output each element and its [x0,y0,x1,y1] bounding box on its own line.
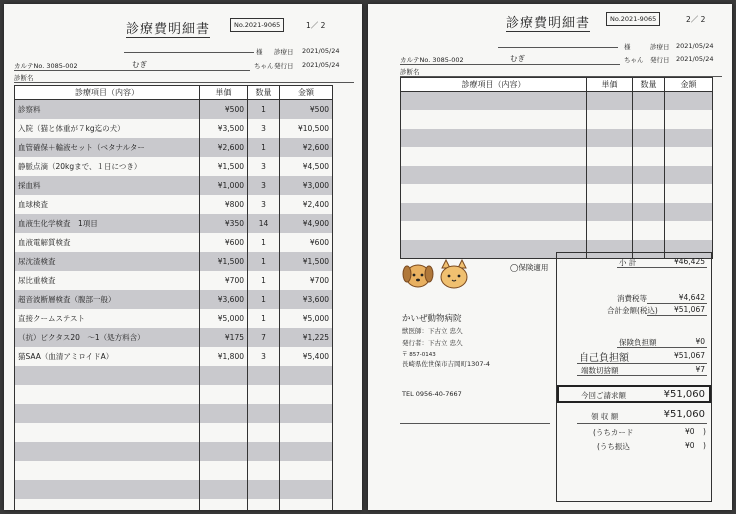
clinic-address: 長崎県佐世保市吉岡町1307-4 [402,360,491,368]
table-row [401,221,713,240]
cell-qty: 3 [248,157,280,176]
table-row [15,195,333,214]
cell-amount: ¥5,400 [280,347,333,366]
cell-name [15,404,200,423]
empty-cell [665,147,713,166]
empty-cell [633,147,665,166]
table-row [15,461,333,480]
cell-amount [280,499,333,511]
cell-amount: ¥2,600 [280,138,333,157]
chart-number: カルテNo. 3085-002 [400,56,464,64]
empty-cell [401,147,587,166]
cell-amount: ¥700 [280,271,333,290]
cell-amount: ¥500 [280,100,333,119]
table-row [15,176,333,195]
cell-amount: ¥10,500 [280,119,333,138]
cell-amount: ¥600 [280,233,333,252]
cell-qty [248,480,280,499]
cell-qty: 1 [248,233,280,252]
cell-amount [280,461,333,480]
cell-name: 尿沈渣検査 [15,252,200,271]
empty-cell [665,221,713,240]
table-row [15,100,333,119]
table-row [15,423,333,442]
card-close-paren: ) [703,427,706,436]
cell-price: ¥700 [200,271,248,290]
cell-price [200,442,248,461]
transfer-value: ¥0 [685,441,695,450]
pet-name: むぎ [510,54,525,63]
cell-qty: 1 [248,100,280,119]
cell-qty: 3 [248,119,280,138]
empty-cell [401,203,587,222]
empty-cell [401,110,587,129]
empty-cell [401,92,587,111]
empty-cell [665,166,713,185]
pet-name: むぎ [132,60,147,69]
cell-price: ¥800 [200,195,248,214]
cell-price: ¥600 [200,233,248,252]
table-row [401,110,713,129]
empty-cell [401,184,587,203]
insurance-note: ◯保険適用 [510,263,549,272]
cell-price [200,385,248,404]
cell-name: 採血料 [15,176,200,195]
empty-cell [665,203,713,222]
table-row [15,328,333,347]
subtotal-label: 小 計 [619,258,637,267]
cell-qty: 3 [248,176,280,195]
empty-cell [665,92,713,111]
table-row [15,233,333,252]
dog-and-cat-icon [402,258,474,292]
cell-price: ¥5,000 [200,309,248,328]
claim-value: ¥51,060 [663,389,705,400]
cell-price: ¥1,800 [200,347,248,366]
exam-date: 2021/05/24 [676,42,714,50]
table-row [401,203,713,222]
empty-cell [587,147,633,166]
cell-name: 尿比重検査 [15,271,200,290]
cell-price: ¥1,500 [200,157,248,176]
table-row [401,184,713,203]
cell-amount: ¥1,500 [280,252,333,271]
rounding-value: ¥7 [695,365,705,374]
cell-name: 静脈点滴（20kgまで、１日につき） [15,157,200,176]
tax-line [647,303,707,304]
page-number: 1／ 2 [306,21,326,30]
empty-cell [665,129,713,148]
table-row [15,404,333,423]
card-value: ¥0 [685,427,695,436]
cell-price [200,366,248,385]
insurance-line [617,347,707,348]
cell-name: 血管確保＋輸液セット（ベタナルター [15,138,200,157]
chart-number: カルテNo. 3085-002 [14,62,78,70]
rounding-label: 端数切捨額 [581,366,619,375]
empty-cell [633,92,665,111]
cell-amount: ¥4,900 [280,214,333,233]
diagnosis-label: 診断名 [400,68,420,76]
table-row [15,366,333,385]
table-row [15,442,333,461]
cell-name: 診察料 [15,100,200,119]
page-number: 2／ 2 [686,15,706,24]
col-header-price: 単価 [200,86,248,100]
col-header-amount: 金額 [665,78,713,92]
cell-qty: 1 [248,290,280,309]
cell-price: ¥3,500 [200,119,248,138]
items-table [14,85,333,510]
cell-qty [248,366,280,385]
invoice-number: No.2021-9065 [606,12,660,26]
diagnosis-label: 診断名 [14,74,34,82]
page-title: 診療費明細書 [506,12,590,32]
table-row [15,309,333,328]
cell-qty [248,385,280,404]
cell-name [15,385,200,404]
transfer-label: (うち振込 [597,442,630,451]
chan-label: ちゃん [254,62,274,70]
total-line [647,315,707,316]
cell-qty [248,461,280,480]
summary-box [556,252,712,502]
cell-name: 入院（猫と体重が７kg迄の犬） [15,119,200,138]
table-row [15,290,333,309]
total-label: 合計金額(税込) [607,306,658,315]
received-line [577,423,707,424]
cell-qty [248,423,280,442]
cell-price: ¥500 [200,100,248,119]
received-value: ¥51,060 [663,409,705,420]
tax-value: ¥4,642 [678,293,705,302]
total-value: ¥51,067 [673,305,705,314]
cell-name: 血液電解質検査 [15,233,200,252]
page-title: 診療費明細書 [126,18,210,38]
table-row [15,157,333,176]
invoice-page-2 [368,4,732,510]
cell-price: ¥350 [200,214,248,233]
table-header-row [401,78,713,92]
cell-amount: ¥3,000 [280,176,333,195]
invoice-number: No.2021-9065 [230,18,284,32]
cell-amount [280,423,333,442]
pet-name-line [14,70,250,71]
cell-price: ¥1,500 [200,252,248,271]
clinic-vet: 獣医師：下古立 忠久 [402,327,463,335]
invoice-page-1 [4,4,362,510]
clinic-tel: TEL 0956-40-7667 [402,390,462,398]
empty-cell [587,221,633,240]
self-pay-label: 自己負担額 [579,353,629,364]
table-row [15,138,333,157]
table-row [401,166,713,185]
pet-name-line [400,64,620,65]
table-row [15,499,333,511]
cell-qty [248,404,280,423]
empty-cell [633,203,665,222]
cell-name: 猫SAA（血清アミロイドA） [15,347,200,366]
signature-line [400,423,550,424]
table-row [401,92,713,111]
cell-price [200,480,248,499]
col-header-item: 診療項目（内容） [401,78,587,92]
cell-qty: 1 [248,271,280,290]
empty-cell [633,166,665,185]
cell-qty: 3 [248,347,280,366]
issue-date: 2021/05/24 [302,61,340,69]
empty-cell [587,92,633,111]
cell-name: 超音波断層検査（腹部一般） [15,290,200,309]
chan-label: ちゃん [624,56,644,64]
cell-name: 直接クームステスト [15,309,200,328]
empty-cell [633,221,665,240]
claim-label: 今回ご請求額 [581,391,626,400]
rounding-line [577,375,707,376]
cell-name [15,480,200,499]
table-row [15,119,333,138]
cell-qty: 1 [248,138,280,157]
items-table [400,77,713,259]
clinic-zip: 〒 857-0143 [402,352,436,358]
col-header-qty: 数量 [248,86,280,100]
cell-qty [248,499,280,511]
cell-price [200,423,248,442]
empty-cell [587,166,633,185]
cell-price: ¥3,600 [200,290,248,309]
empty-cell [587,129,633,148]
cell-amount [280,480,333,499]
col-header-item: 診療項目（内容） [15,86,200,100]
issue-date: 2021/05/24 [676,55,714,63]
exam-date-label: 診療日 [274,48,294,56]
cat-icon [441,260,467,288]
subtotal-line [617,267,707,268]
card-label: (うちカード [593,428,634,437]
table-row [401,147,713,166]
cell-amount: ¥4,500 [280,157,333,176]
empty-cell [633,110,665,129]
cell-name: （抗）ビクタス20 ～1（処方料含） [15,328,200,347]
col-header-qty: 数量 [633,78,665,92]
transfer-close-paren: ) [703,441,706,450]
cell-amount: ¥2,400 [280,195,333,214]
cell-price [200,404,248,423]
empty-cell [587,184,633,203]
owner-name-line [124,52,254,53]
received-label: 領 収 額 [591,412,619,421]
table-row [15,214,333,233]
insurance-value: ¥0 [695,337,705,346]
clinic-issuer: 発行者：下古立 忠久 [402,339,463,347]
subtotal-value: ¥46,425 [673,257,705,266]
cell-name: 血液生化学検査 1項目 [15,214,200,233]
empty-cell [401,129,587,148]
cell-price [200,461,248,480]
cell-qty: 1 [248,252,280,271]
table-header-row [15,86,333,100]
cell-qty: 3 [248,195,280,214]
cell-price: ¥175 [200,328,248,347]
sama-label: 様 [256,48,263,56]
col-header-amount: 金額 [280,86,333,100]
cell-amount: ¥1,225 [280,328,333,347]
empty-cell [665,184,713,203]
issue-date-label: 発行日 [650,56,670,64]
exam-date: 2021/05/24 [302,47,340,55]
cell-name [15,423,200,442]
dog-icon [403,265,433,287]
table-row [15,385,333,404]
empty-cell [633,129,665,148]
cell-amount [280,385,333,404]
claim-box [557,385,711,403]
cell-amount [280,404,333,423]
self-pay-value: ¥51,067 [673,351,705,360]
cell-name [15,461,200,480]
table-row [401,129,713,148]
sama-label: 様 [624,43,631,51]
cell-qty [248,442,280,461]
cell-name [15,442,200,461]
diagnosis-line [14,82,354,83]
table-row [15,252,333,271]
owner-name-line [498,47,618,48]
cell-qty: 7 [248,328,280,347]
table-row [15,271,333,290]
table-row [15,347,333,366]
exam-date-label: 診療日 [650,43,670,51]
cell-price [200,499,248,511]
empty-cell [587,110,633,129]
table-row [15,480,333,499]
cell-name [15,366,200,385]
empty-cell [401,221,587,240]
cell-price: ¥1,000 [200,176,248,195]
empty-cell [665,110,713,129]
insurance-label: 保険負担額 [619,338,657,347]
self-pay-line [577,363,707,364]
cell-name [15,499,200,511]
cell-amount [280,442,333,461]
empty-cell [633,184,665,203]
cell-price: ¥2,600 [200,138,248,157]
tax-label: 消費税等 [617,294,647,303]
empty-cell [587,203,633,222]
cell-name: 血球検査 [15,195,200,214]
cell-qty: 14 [248,214,280,233]
col-header-price: 単価 [587,78,633,92]
cell-amount: ¥5,000 [280,309,333,328]
issue-date-label: 発行日 [274,62,294,70]
empty-cell [401,166,587,185]
cell-qty: 1 [248,309,280,328]
cell-amount [280,366,333,385]
cell-amount: ¥3,600 [280,290,333,309]
clinic-name: かいぜ動物病院 [402,314,462,324]
